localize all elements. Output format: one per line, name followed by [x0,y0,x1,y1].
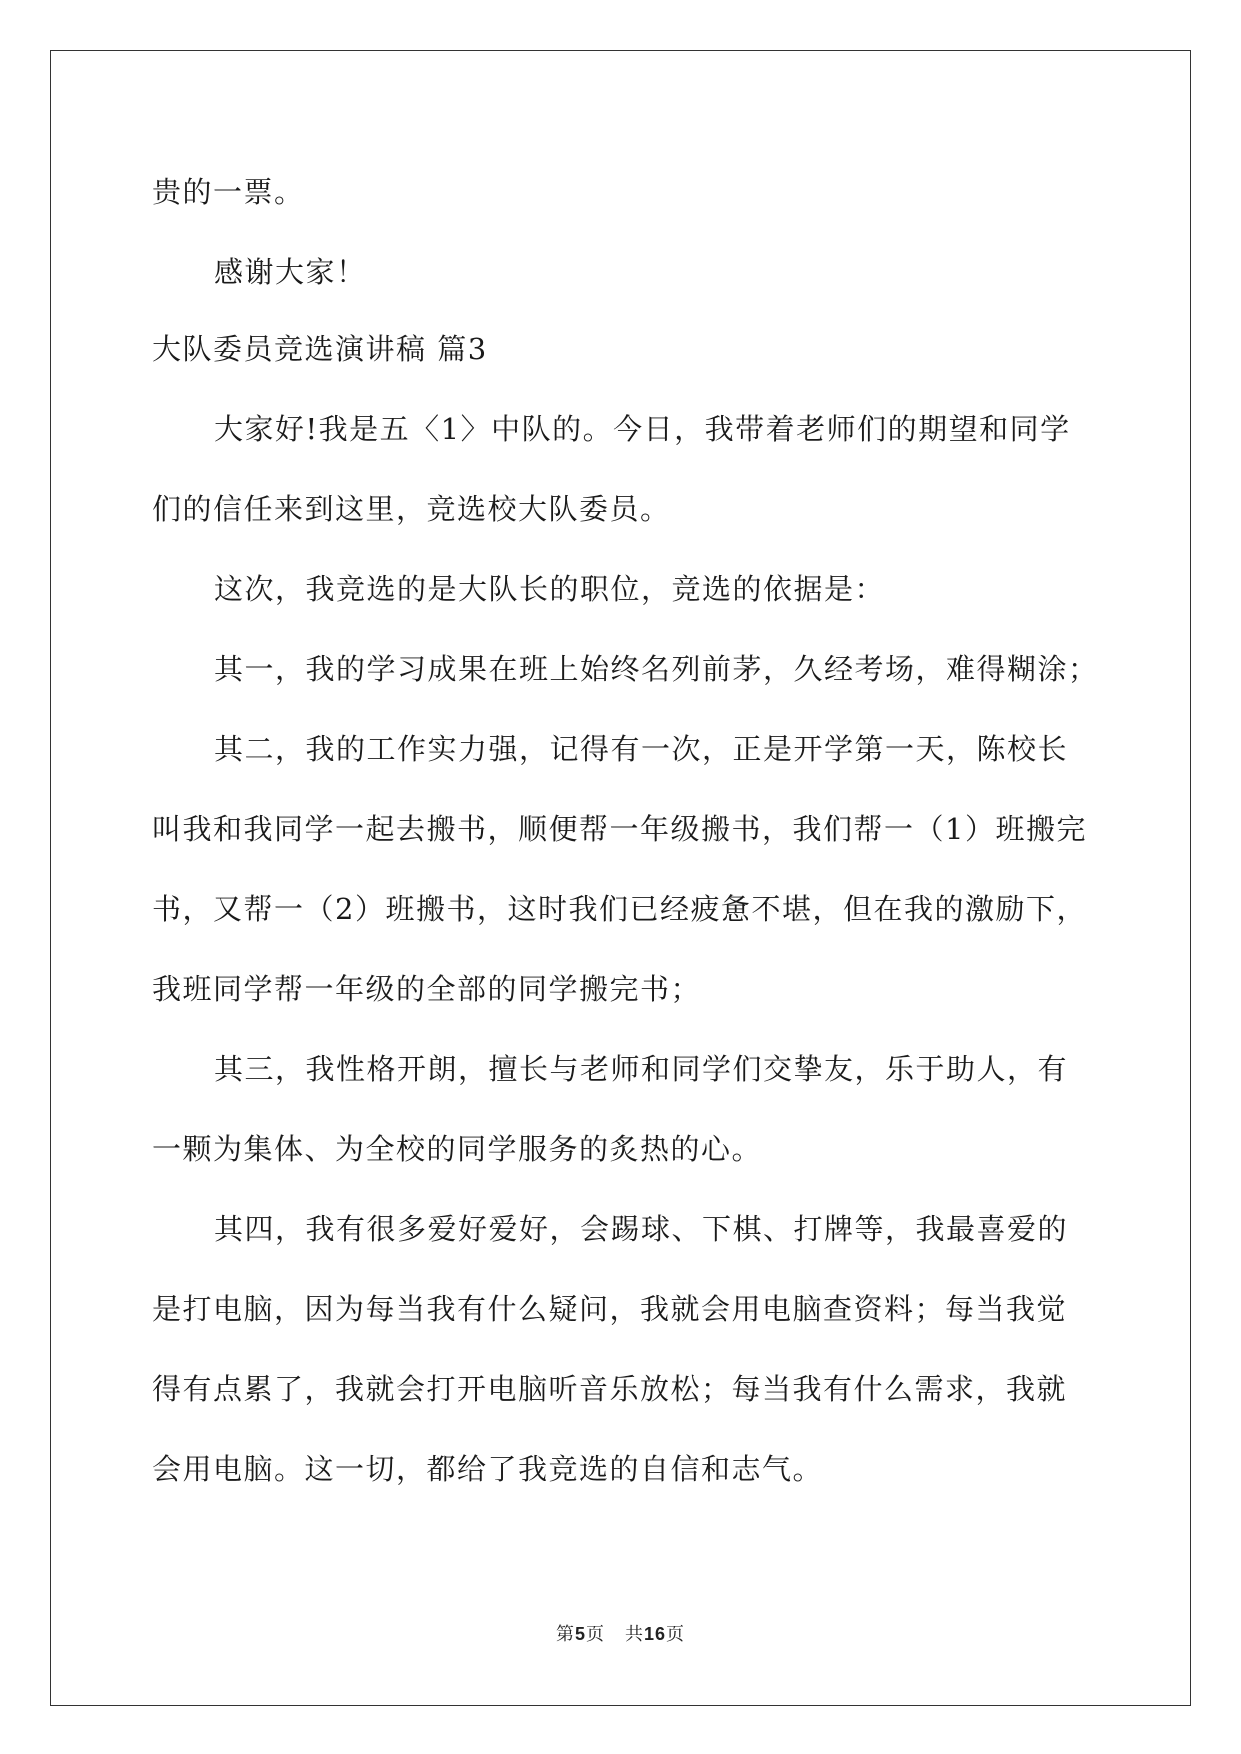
total-prefix: 共 [624,1624,644,1645]
text-line: 会用电脑。这一切，都给了我竞选的自信和志气。 [152,1452,824,1486]
page-total: 16 [643,1624,667,1644]
text-line: 一颗为集体、为全校的同学服务的炙热的心。 [152,1132,763,1166]
text-line: 其二，我的工作实力强，记得有一次，正是开学第一天，陈校长 [214,732,1069,766]
text-line: 们的信任来到这里，竞选校大队委员。 [152,492,671,526]
text-line: 叫我和我同学一起去搬书，顺便帮一年级搬书，我们帮一（1）班搬完 [152,812,1087,846]
page-number: 5 [574,1624,586,1644]
page-suffix: 页 [585,1624,605,1645]
text-line: 其四，我有很多爱好爱好，会踢球、下棋、打牌等，我最喜爱的 [214,1212,1069,1246]
text-line: 其三，我性格开朗，擅长与老师和同学们交挚友，乐于助人，有 [214,1052,1069,1086]
text-line: 贵的一票。 [152,175,305,209]
closing-line: 感谢大家！ [214,255,367,289]
page-prefix: 第 [555,1624,575,1645]
text-line: 得有点累了，我就会打开电脑听音乐放松；每当我有什么需求，我就 [152,1372,1068,1406]
text-line: 是打电脑，因为每当我有什么疑问，我就会用电脑查资料；每当我觉 [152,1292,1068,1326]
section-heading: 大队委员竞选演讲稿 篇3 [152,332,488,366]
text-line: 我班同学帮一年级的全部的同学搬完书； [152,972,702,1006]
total-suffix: 页 [666,1624,686,1645]
page-footer [0,1622,1241,1647]
text-line: 大家好!我是五〈1〉中队的。今日，我带着老师们的期望和同学 [214,412,1071,446]
text-line: 这次，我竞选的是大队长的职位，竞选的依据是： [214,572,886,606]
text-line: 其一，我的学习成果在班上始终名列前茅，久经考场，难得糊涂； [214,652,1099,686]
text-line: 书，又帮一（2）班搬书，这时我们已经疲惫不堪，但在我的激励下， [152,892,1087,926]
